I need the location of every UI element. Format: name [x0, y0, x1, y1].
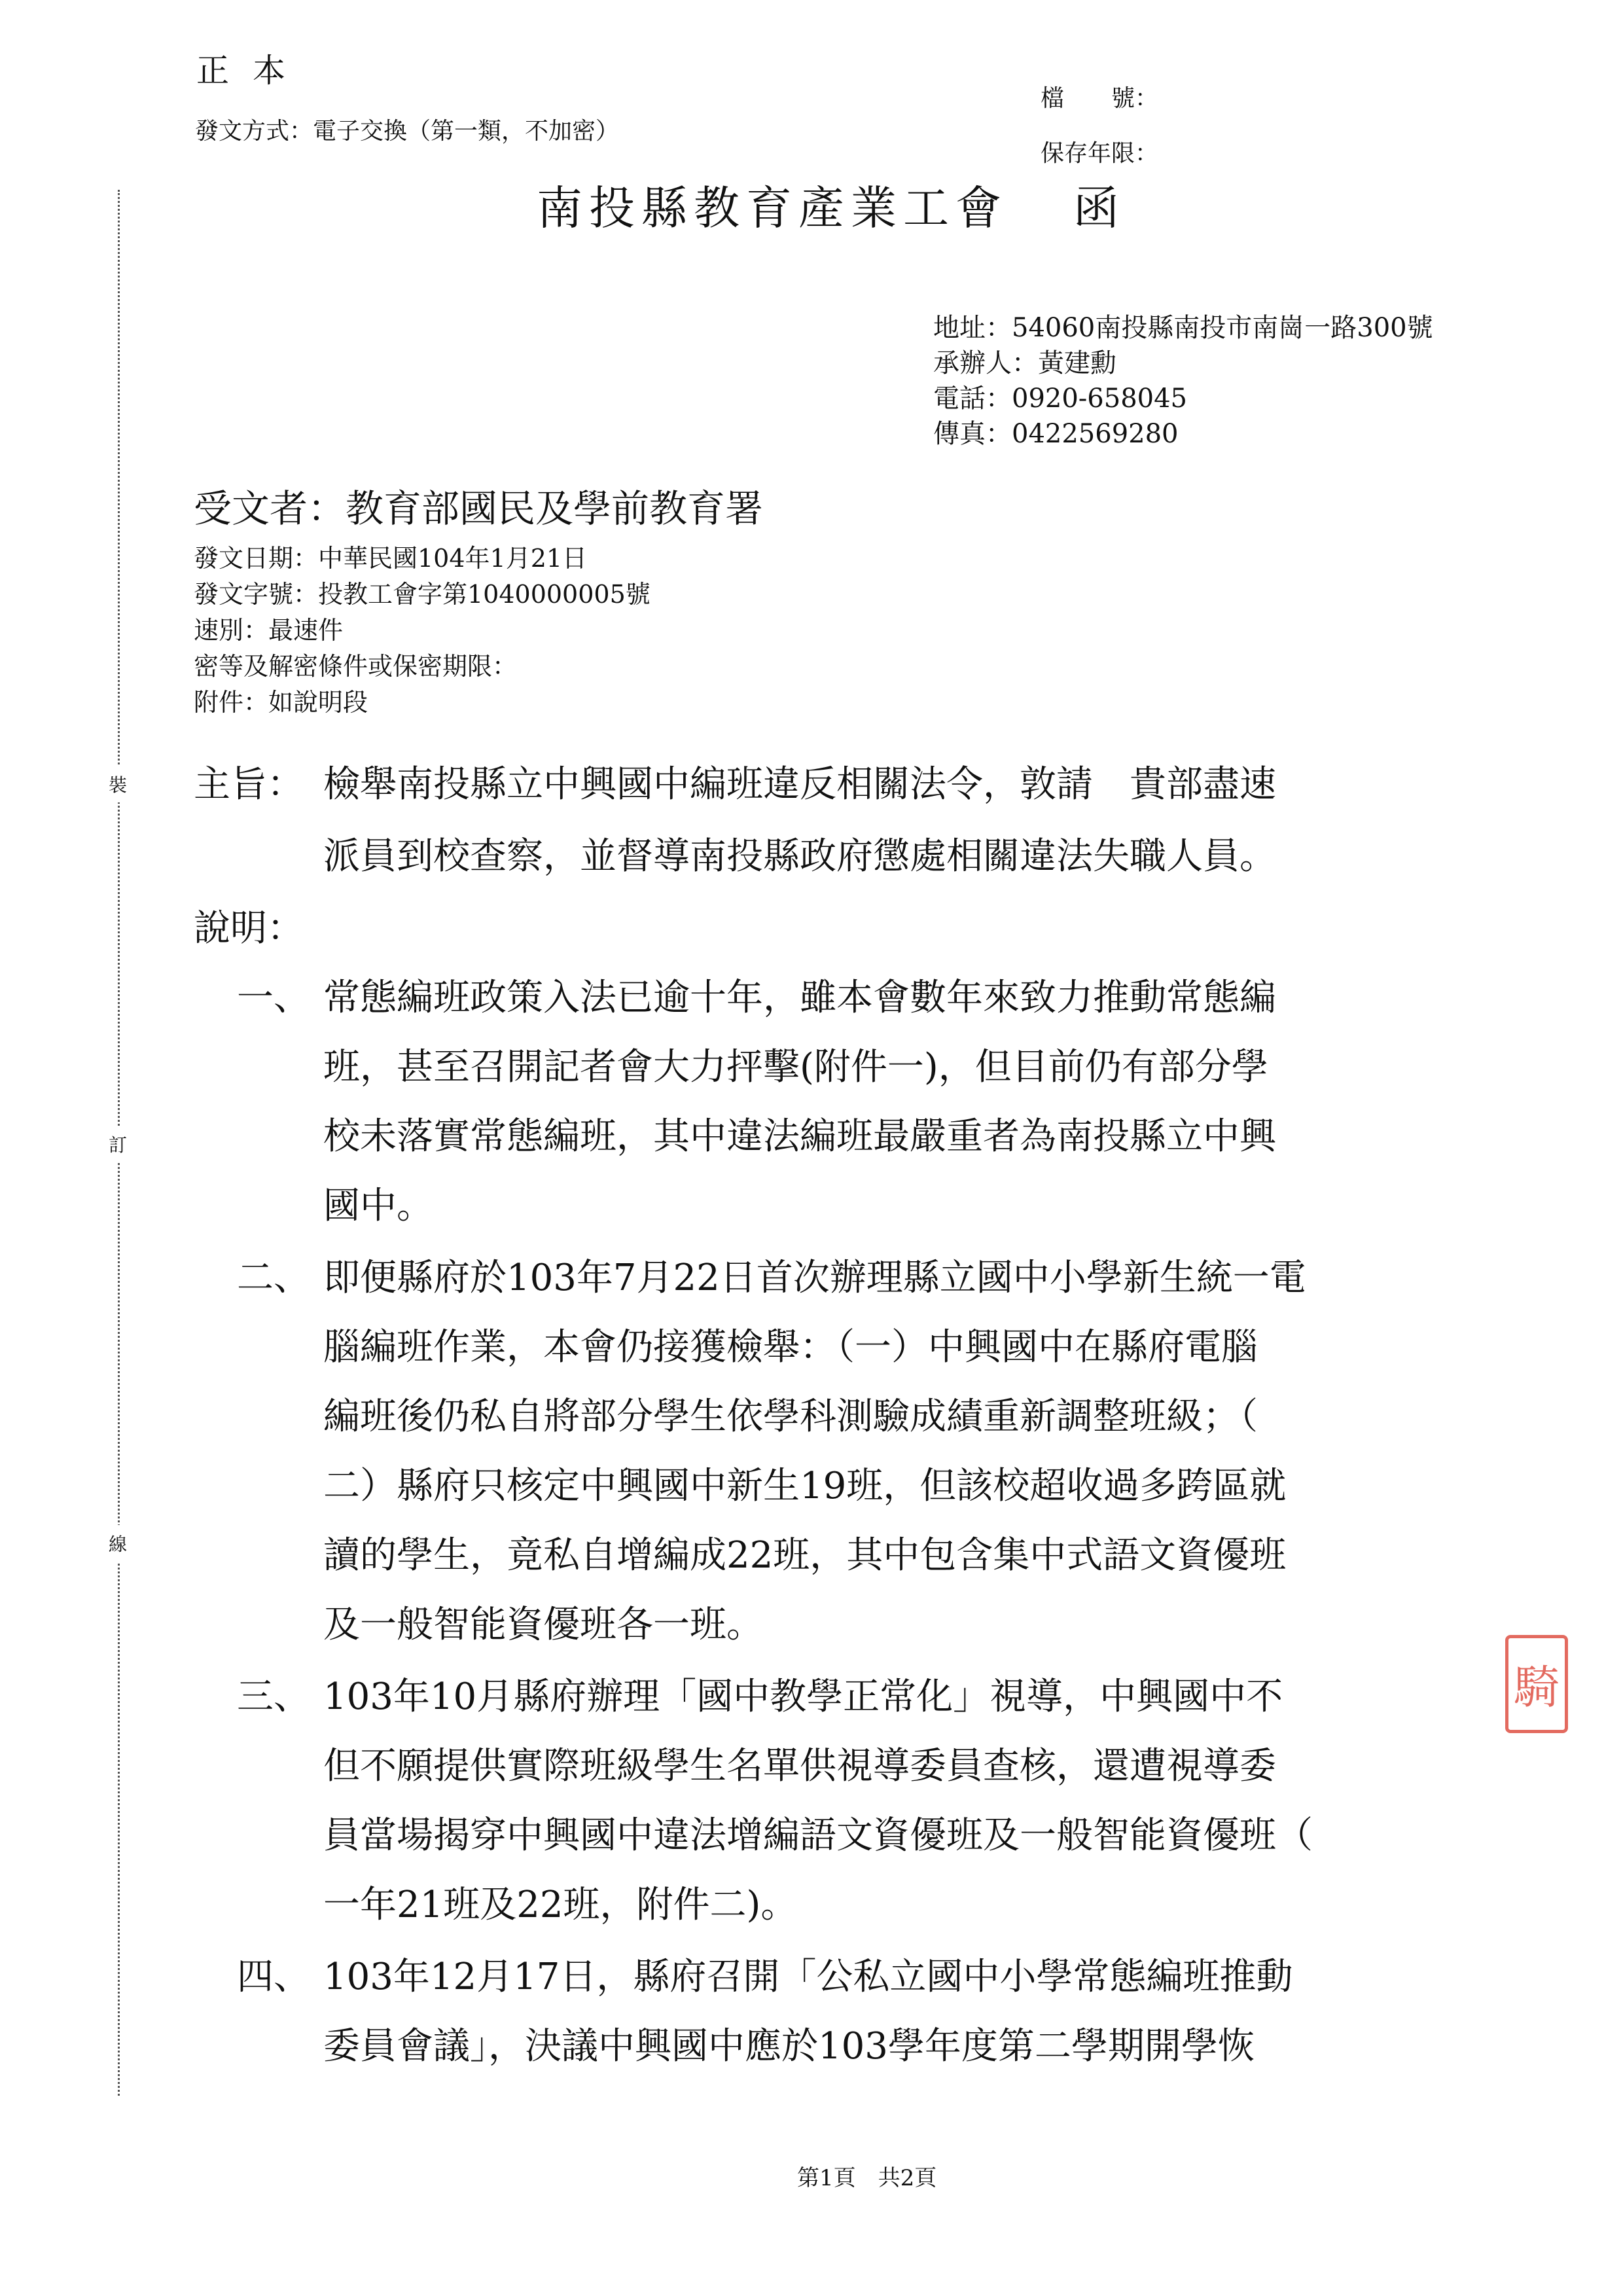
- document-number: 發文字號：投教工會字第1040000005號: [194, 580, 651, 609]
- item-line: 員當場揭穿中興國中違法增編語文資優班及一般智能資優班（: [323, 1814, 1313, 1857]
- item-line: 校未落實常態編班，其中違法編班最嚴重者為南投縣立中興: [323, 1115, 1276, 1158]
- item-number: 一、: [237, 977, 310, 1019]
- item-line: 國中。: [323, 1185, 433, 1227]
- binding-mark-xian: 線: [109, 1525, 127, 1562]
- item-number: 二、: [237, 1257, 310, 1299]
- item-line: 編班後仍私自將部分學生依學科測驗成績重新調整班級；（: [323, 1395, 1258, 1438]
- item-line: 及一般智能資優班各一班。: [323, 1604, 763, 1646]
- organization-name: 南投縣教育產業工會: [537, 181, 1008, 235]
- explanation-label: 說明：: [194, 907, 304, 950]
- meta-block: [194, 541, 651, 721]
- item-line: 即便縣府於103年7月22日首次辦理縣立國中小學新生統一電: [323, 1257, 1306, 1299]
- item-number: 四、: [237, 1956, 310, 1998]
- subject-label: 主旨：: [194, 763, 304, 806]
- contact-block: [933, 310, 1433, 452]
- recipient: 受文者：教育部國民及學前教育署: [194, 486, 764, 531]
- item-number: 三、: [237, 1676, 310, 1718]
- contact-fax: 傳真：0422569280: [933, 419, 1179, 449]
- document-title: [537, 171, 1119, 238]
- item-line: 但不願提供實際班級學生名單供視導委員查核，還遭視導委: [323, 1745, 1276, 1787]
- file-number-label: 檔 號：: [1041, 85, 1159, 112]
- subject-line: 檢舉南投縣立中興國中編班違反相關法令，敦請 貴部盡速: [323, 763, 1276, 806]
- seal-stamp: 騎: [1505, 1635, 1568, 1733]
- item-line: 103年12月17日，縣府召開「公私立國中小學常態編班推動: [323, 1956, 1293, 1998]
- security-class: 密等及解密條件或保密期限：: [194, 652, 518, 681]
- item-line: 103年10月縣府辦理「國中教學正常化」視導，中興國中不: [323, 1676, 1283, 1718]
- send-method: 發文方式：電子交換（第一類，不加密）: [195, 118, 620, 145]
- item-line: 腦編班作業，本會仍接獲檢舉：（一）中興國中在縣府電腦: [323, 1326, 1258, 1369]
- item-line: 常態編班政策入法已逾十年，雖本會數年來致力推動常態編: [323, 977, 1276, 1019]
- item-line: 一年21班及22班，附件二)。: [323, 1884, 798, 1926]
- binding-mark-ding: 訂: [109, 1126, 127, 1162]
- speed-class: 速別：最速件: [194, 616, 344, 645]
- page-number: 第1頁 共2頁: [797, 2165, 937, 2191]
- retention-label: 保存年限：: [1041, 140, 1159, 167]
- subject-line: 派員到校查察，並督導南投縣政府懲處相關違法失職人員。: [323, 835, 1276, 878]
- copy-type: 正本: [196, 52, 309, 90]
- item-line: 讀的學生，竟私自增編成22班，其中包含集中式語文資優班: [323, 1534, 1287, 1577]
- item-line: 二）縣府只核定中興國中新生19班，但該校超收過多跨區就: [323, 1465, 1287, 1507]
- document-type: 函: [1073, 181, 1119, 235]
- contact-phone: 電話：0920-658045: [933, 384, 1188, 414]
- binding-mark-zhuang: 裝: [109, 766, 127, 802]
- contact-handler: 承辦人：黃建勳: [933, 348, 1116, 378]
- issue-date: 發文日期：中華民國104年1月21日: [194, 544, 588, 573]
- item-line: 委員會議」，決議中興國中應於103學年度第二學期開學恢: [323, 2025, 1255, 2068]
- item-line: 班，甚至召開記者會大力抨擊(附件一)，但目前仍有部分學: [323, 1046, 1268, 1088]
- contact-address: 地址：54060南投縣南投市南崗一路300號: [933, 313, 1433, 343]
- attachment-note: 附件：如說明段: [194, 688, 368, 717]
